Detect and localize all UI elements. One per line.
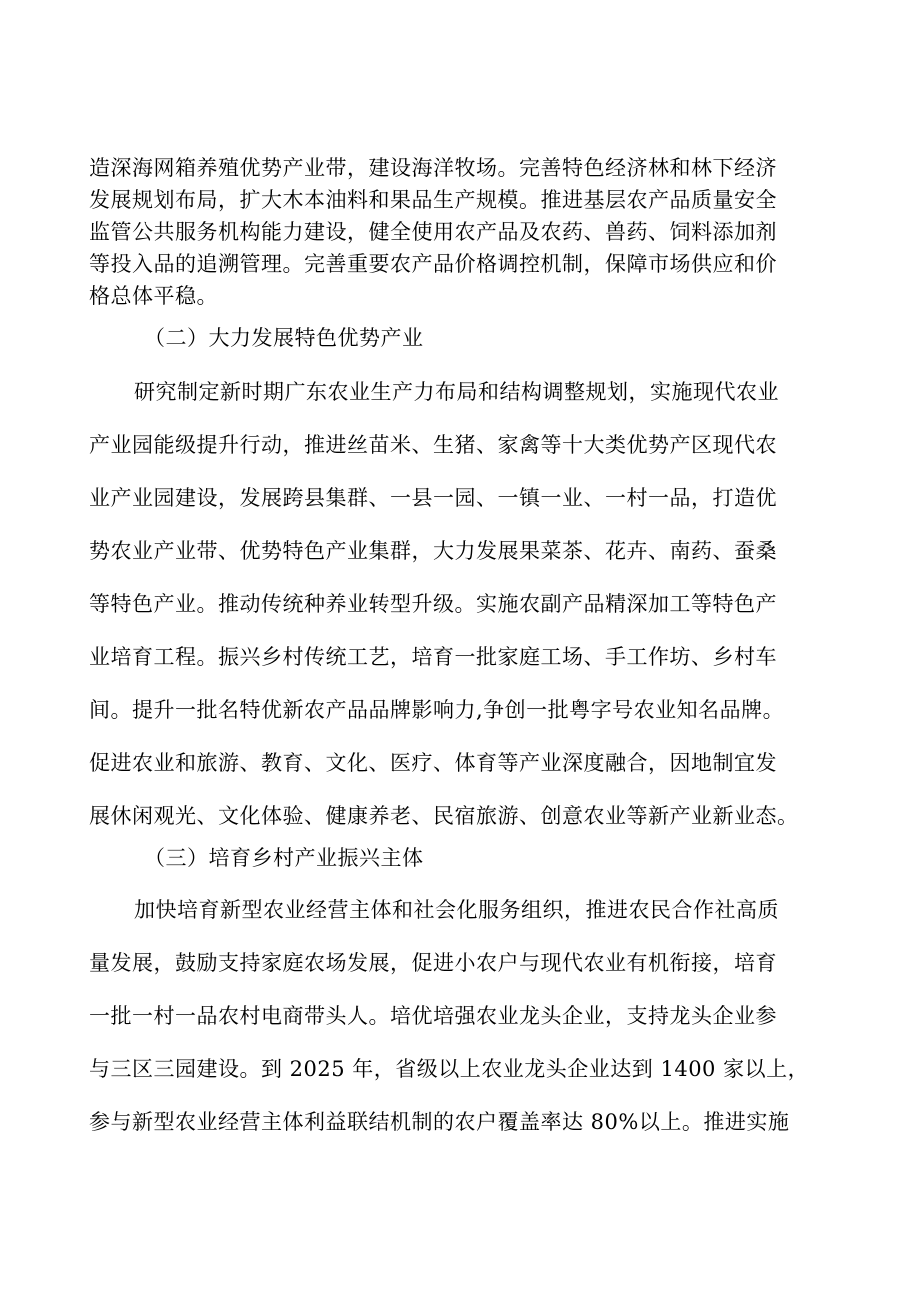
paragraph-2-line-9: 展休闲观光、文化体验、健康养老、民宿旅游、创意农业等新产业新业态。 (89, 804, 799, 828)
paragraph-3-line-2: 量发展，鼓励支持家庭农场发展，促进小农户与现代农业有机衔接，培育 (89, 951, 777, 975)
paragraph-3-line-3: 一批一村一品农村电商带头人。培优培强农业龙头企业，支持龙头企业参 (89, 1004, 777, 1028)
paragraph-1-line-4: 等投入品的追溯管理。完善重要农产品价格调控机制，保障市场供应和价 (89, 252, 777, 276)
paragraph-2-line-2: 产业园能级提升行动，推进丝苗米、生猪、家禽等十大类优势产区现代农 (89, 433, 777, 457)
paragraph-2-line-4: 势农业产业带、优势特色产业集群，大力发展果菜茶、花卉、南药、蚕桑 (89, 539, 777, 563)
paragraph-3-line-5: 参与新型农业经营主体利益联结机制的农户覆盖率达 80%以上。推进实施 (89, 1110, 790, 1134)
paragraph-3-line-4: 与三区三园建设。到 2025 年，省级以上农业龙头企业达到 1400 家以上， (89, 1057, 810, 1081)
paragraph-2-line-1: 研究制定新时期广东农业生产力布局和结构调整规划，实施现代农业 (134, 380, 779, 404)
section-heading-2: （二）大力发展特色优势产业 (144, 326, 424, 350)
section-heading-3: （三）培育乡村产业振兴主体 (144, 846, 424, 870)
paragraph-2-line-5: 等特色产业。推动传统种养业转型升级。实施农副产品精深加工等特色产 (89, 592, 777, 616)
paragraph-1-line-5: 格总体平稳。 (89, 284, 218, 308)
paragraph-2-line-8: 促进农业和旅游、教育、文化、医疗、体育等产业深度融合，因地制宜发 (89, 751, 777, 775)
paragraph-2-line-6: 业培育工程。振兴乡村传统工艺，培育一批家庭工场、手工作坊、乡村车 (89, 645, 777, 669)
paragraph-2-line-3: 业产业园建设，发展跨县集群、一县一园、一镇一业、一村一品，打造优 (89, 486, 777, 510)
paragraph-3-line-1: 加快培育新型农业经营主体和社会化服务组织，推进农民合作社高质 (134, 898, 779, 922)
paragraph-1-line-3: 监管公共服务机构能力建设，健全使用农产品及农药、兽药、饲料添加剂 (89, 220, 777, 244)
paragraph-1-line-2: 发展规划布局，扩大木本油料和果品生产规模。推进基层农产品质量安全 (89, 188, 777, 212)
paragraph-2-line-7: 间。提升一批名特优新农产品品牌影响力,争创一批粤字号农业知名品牌。 (89, 698, 785, 722)
paragraph-1-line-1: 造深海网箱养殖优势产业带，建设海洋牧场。完善特色经济林和林下经济 (89, 156, 777, 180)
